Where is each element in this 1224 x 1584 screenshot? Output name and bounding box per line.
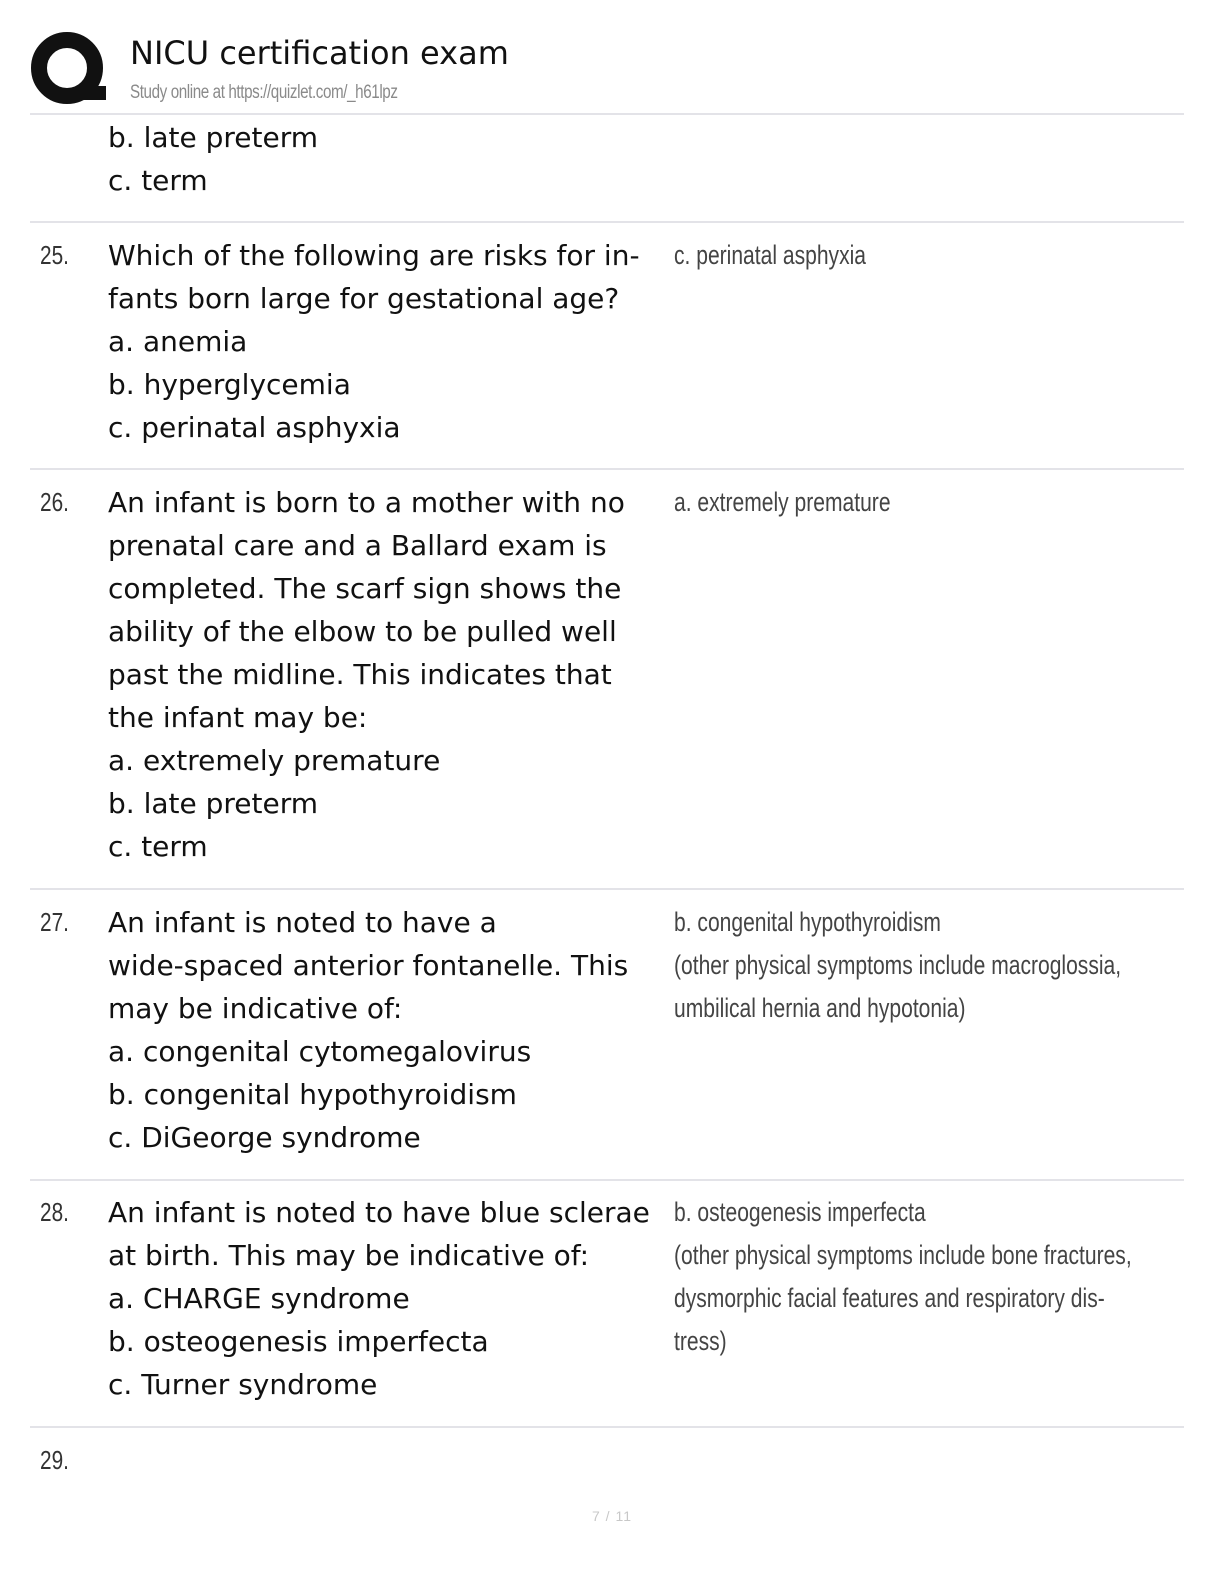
divider (30, 468, 1184, 470)
question-line: ability of the elbow to be pulled well (108, 615, 617, 648)
question-number: 26. (40, 487, 69, 517)
divider (30, 1426, 1184, 1428)
question-text (108, 116, 668, 202)
question-number: 27. (40, 907, 69, 937)
question-line: b. hyperglycemia (108, 368, 351, 401)
question-line: at birth. This may be indicative of: (108, 1239, 590, 1272)
question-line: c. term (108, 830, 208, 863)
question-line: past the midline. This indicates that (108, 658, 612, 691)
answer-text (674, 481, 1158, 524)
question-line: An infant is born to a mother with no (108, 486, 625, 519)
question-line: b. late preterm (108, 121, 319, 154)
question-line: An infant is noted to have blue sclerae (108, 1196, 650, 1229)
answer-line: umbilical hernia and hypotonia) (674, 993, 966, 1023)
divider (30, 1179, 1184, 1181)
question-number: 25. (40, 240, 69, 270)
question-line: c. perinatal asphyxia (108, 411, 401, 444)
question-line: a. anemia (108, 325, 248, 358)
question-line: Which of the following are risks for in- (108, 239, 640, 272)
question-line: fants born large for gestational age? (108, 282, 620, 315)
question-text (108, 901, 668, 1159)
question-line: b. congenital hypothyroidism (108, 1078, 517, 1111)
question-text (108, 1191, 668, 1406)
question-line: wide-spaced anterior fontanelle. This (108, 949, 629, 982)
question-number: 29. (40, 1445, 69, 1475)
question-line: c. term (108, 164, 208, 197)
divider (30, 113, 1184, 115)
question-line: the infant may be: (108, 701, 368, 734)
question-line: a. extremely premature (108, 744, 441, 777)
answer-text (674, 1191, 1158, 1363)
question-line: An infant is noted to have a (108, 906, 497, 939)
divider (30, 888, 1184, 890)
answer-line: (other physical symptoms include macroglossia, (674, 950, 1122, 980)
answer-line: dysmorphic facial features and respiratory dis- (674, 1283, 1105, 1313)
question-line: a. CHARGE syndrome (108, 1282, 410, 1315)
question-line: b. late preterm (108, 787, 319, 820)
question-text (108, 481, 668, 868)
question-line: b. osteogenesis imperfecta (108, 1325, 489, 1358)
quizlet-logo-icon (30, 30, 108, 108)
question-line: completed. The scarf sign shows the (108, 572, 622, 605)
question-line: c. Turner syndrome (108, 1368, 378, 1401)
answer-line: c. perinatal asphyxia (674, 240, 866, 270)
page-header (0, 0, 1224, 114)
document-title: NICU certification exam (130, 34, 509, 72)
answer-line: a. extremely premature (674, 487, 891, 517)
question-line: prenatal care and a Ballard exam is (108, 529, 607, 562)
question-line: a. congenital cytomegalovirus (108, 1035, 532, 1068)
question-line: may be indicative of: (108, 992, 403, 1025)
answer-line: b. osteogenesis imperfecta (674, 1197, 926, 1227)
answer-text (674, 901, 1158, 1030)
question-number: 28. (40, 1197, 69, 1227)
divider (30, 221, 1184, 223)
answer-line: (other physical symptoms include bone fractures, (674, 1240, 1132, 1270)
answer-line: b. congenital hypothyroidism (674, 907, 941, 937)
question-text (108, 234, 668, 449)
answer-text (674, 234, 1158, 277)
page-number: 7 / 11 (592, 1508, 632, 1524)
document-subtitle: Study online at https://quizlet.com/_h61lpz (130, 82, 398, 103)
answer-line: tress) (674, 1326, 727, 1356)
question-line: c. DiGeorge syndrome (108, 1121, 421, 1154)
